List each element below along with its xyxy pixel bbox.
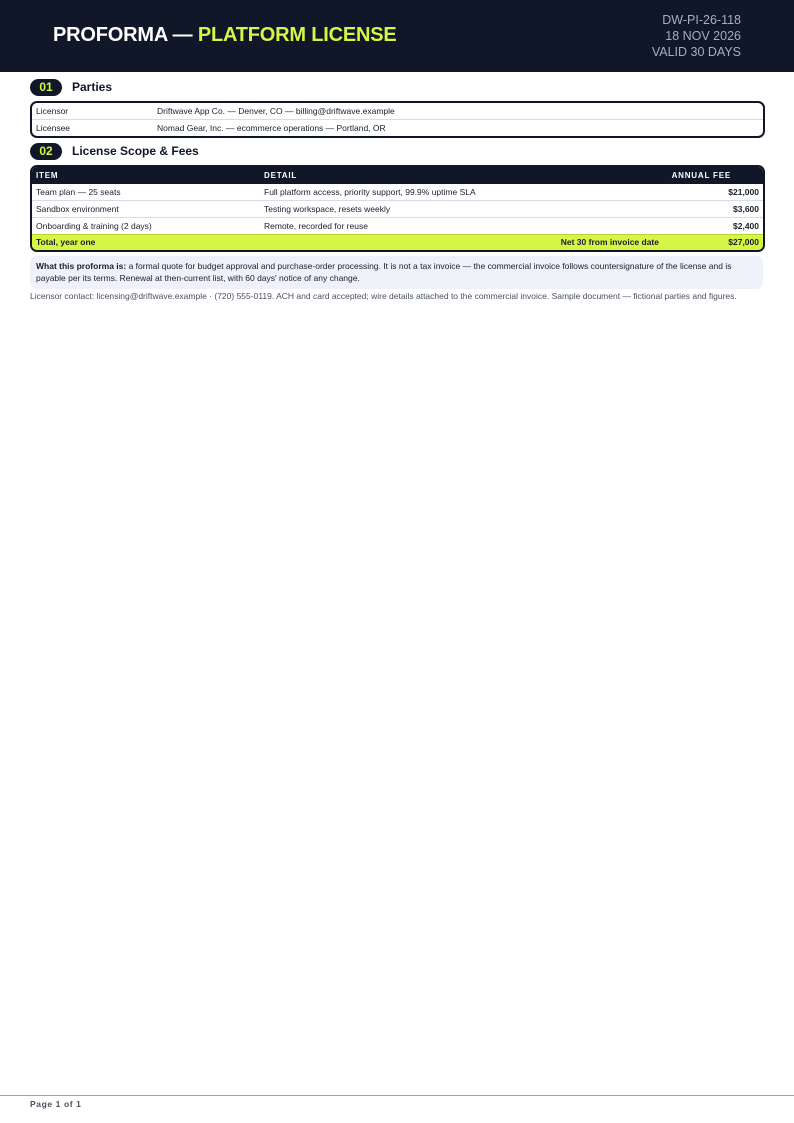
party-value: Nomad Gear, Inc. — ecommerce operations — Portland, OR — [157, 123, 386, 133]
fee-amount: $21,000 — [728, 187, 759, 197]
page-number: Page 1 of 1 — [30, 1099, 82, 1109]
document-meta — [652, 12, 741, 60]
section-number-badge: 02 — [30, 143, 62, 160]
fee-detail: Remote, recorded for reuse — [264, 221, 368, 231]
fees-table-header — [32, 167, 763, 184]
footer-divider — [0, 1095, 794, 1096]
section-parties-heading — [30, 79, 112, 96]
payment-terms: Net 30 from invoice date — [560, 237, 659, 247]
section-fees-heading — [30, 143, 199, 160]
table-row — [32, 200, 763, 217]
fee-item: Team plan — 25 seats — [36, 187, 121, 197]
section-title: Parties — [72, 80, 113, 94]
party-role: Licensor — [36, 106, 69, 116]
column-header-detail: DETAIL — [264, 171, 298, 180]
fees-total-row — [32, 234, 763, 250]
column-header-item: ITEM — [36, 171, 59, 180]
document-header — [0, 0, 794, 72]
section-number-badge: 01 — [30, 79, 62, 96]
note-lead: What this proforma is: — [36, 261, 127, 271]
table-row — [32, 184, 763, 200]
column-header-fee: ANNUAL FEE — [671, 171, 731, 180]
proforma-note — [30, 256, 763, 289]
title-accent: PLATFORM LICENSE — [197, 24, 397, 46]
party-row-licensee — [32, 119, 763, 136]
document-date: 18 NOV 2026 — [665, 29, 741, 43]
fee-item: Onboarding & training (2 days) — [36, 221, 152, 231]
parties-table — [30, 101, 765, 138]
party-value: Driftwave App Co. — Denver, CO — billing@driftwave.example — [157, 106, 395, 116]
licensor-contact: Licensor contact: licensing@driftwave.example · (720) 555-0119. ACH and card accepted; wire details attached to the commercial invoice. Sample document — fictional parties and figures. — [30, 291, 737, 301]
note-text: a formal quote for budget approval and purchase-order processing. It is not a tax invoice — the commercial invoice follows countersignature of the license and is payable per its terms. Renewal at then-current list, with 60 days' notice of any change. — [36, 261, 732, 283]
section-title: License Scope & Fees — [72, 144, 199, 158]
fee-amount: $3,600 — [733, 204, 759, 214]
document-title — [53, 24, 397, 47]
table-row — [32, 217, 763, 234]
fee-detail: Full platform access, priority support, 99.9% uptime SLA — [264, 187, 476, 197]
fee-detail: Testing workspace, resets weekly — [264, 204, 391, 214]
party-row-licensor — [32, 103, 763, 119]
party-role: Licensee — [36, 123, 71, 133]
fees-table — [30, 165, 765, 252]
total-amount: $27,000 — [728, 237, 759, 247]
title-main: PROFORMA — — [53, 24, 193, 46]
document-number: DW-PI-26-118 — [662, 13, 741, 27]
fee-amount: $2,400 — [733, 221, 759, 231]
total-label: Total, year one — [36, 237, 96, 247]
fee-item: Sandbox environment — [36, 204, 119, 214]
document-validity: VALID 30 DAYS — [651, 45, 741, 59]
